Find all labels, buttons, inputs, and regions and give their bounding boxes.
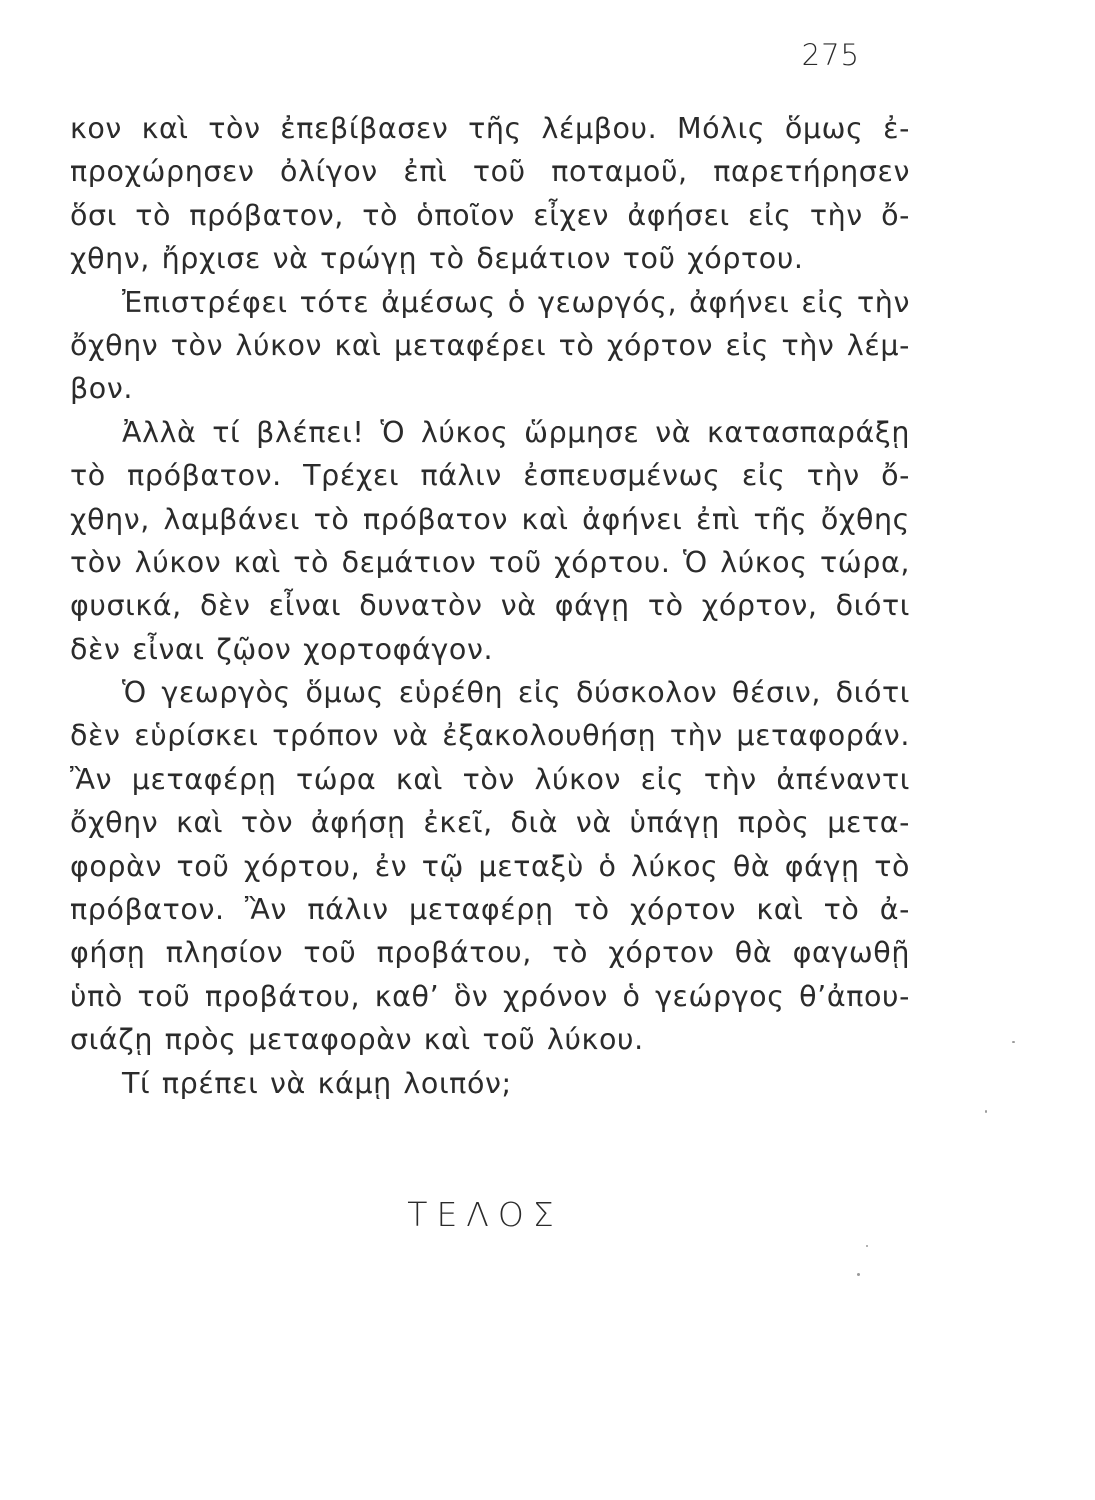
text-line-18: φορὰν τοῦ χόρτου, ἐν τῷ μεταξὺ ὁ λύκος θὰ φάγῃ τὸ bbox=[70, 849, 910, 883]
text-line-3: ὅσι τὸ πρόβατον, τὸ ὁποῖον εἶχεν ἀφήσει εἰς τὴν ὄ- bbox=[70, 198, 910, 232]
text-line-11: τὸν λύκον καὶ τὸ δεμάτιον τοῦ χόρτου. Ὁ λύκος τώρα, bbox=[70, 545, 910, 579]
scan-speck bbox=[866, 1245, 868, 1247]
text-line-20: φήσῃ πλησίον τοῦ προβάτου, τὸ χόρτον θὰ φαγωθῇ bbox=[70, 936, 910, 970]
end-mark: ΤΕΛΟΣ bbox=[407, 1195, 563, 1234]
text-line-4: χθην, ἤρχισε νὰ τρώγῃ τὸ δεμάτιον τοῦ χόρτου. bbox=[70, 242, 804, 276]
text-line-19: πρόβατον. Ἂν πάλιν μεταφέρῃ τὸ χόρτον καὶ τὸ ἀ- bbox=[70, 893, 910, 927]
text-line-2: προχώρησεν ὀλίγον ἐπὶ τοῦ ποταμοῦ, παρετήρησεν bbox=[70, 155, 910, 189]
text-line-6: ὄχθην τὸν λύκον καὶ μεταφέρει τὸ χόρτον εἰς τὴν λέμ- bbox=[70, 328, 910, 362]
text-line-16: Ἂν μεταφέρῃ τώρα καὶ τὸν λύκον εἰς τὴν ἀπέναντι bbox=[70, 762, 910, 796]
text-line-10: χθην, λαμβάνει τὸ πρόβατον καὶ ἀφήνει ἐπὶ τῆς ὄχθης bbox=[70, 502, 910, 536]
text-line-12: φυσικά, δὲν εἶναι δυνατὸν νὰ φάγῃ τὸ χόρτον, διότι bbox=[70, 589, 910, 623]
text-line-23: Τί πρέπει νὰ κάμῃ λοιπόν; bbox=[122, 1066, 512, 1100]
text-line-21: ὑπὸ τοῦ προβάτου, καθ’ ὃν χρόνον ὁ γεώργος θ’ἀπου- bbox=[70, 979, 910, 1013]
text-line-13: δὲν εἶναι ζῷον χορτοφάγον. bbox=[70, 632, 494, 666]
text-line-22: σιάζῃ πρὸς μεταφορὰν καὶ τοῦ λύκου. bbox=[70, 1023, 644, 1057]
page-number: 275 bbox=[801, 38, 860, 72]
scan-speck bbox=[985, 1110, 987, 1113]
scan-speck bbox=[1012, 1041, 1015, 1043]
text-line-14: Ὁ γεωργὸς ὅμως εὑρέθη εἰς δύσκολον θέσιν, διότι bbox=[122, 676, 910, 710]
text-line-17: ὄχθην καὶ τὸν ἀφήσῃ ἐκεῖ, διὰ νὰ ὑπάγῃ πρὸς μετα- bbox=[70, 806, 910, 840]
text-line-5: Ἐπιστρέφει τότε ἀμέσως ὁ γεωργός, ἀφήνει εἰς τὴν bbox=[122, 285, 910, 319]
text-line-1: κον καὶ τὸν ἐπεβίβασεν τῆς λέμβου. Μόλις ὅμως ἐ- bbox=[70, 112, 910, 145]
body-text bbox=[70, 107, 910, 1105]
text-line-9: τὸ πρόβατον. Τρέχει πάλιν ἐσπευσμένως εἰς τὴν ὄ- bbox=[70, 459, 910, 493]
text-line-7: βον. bbox=[70, 372, 134, 406]
scan-speck bbox=[857, 1273, 860, 1276]
text-line-15: δὲν εὑρίσκει τρόπον νὰ ἐξακολουθήσῃ τὴν μεταφοράν. bbox=[70, 719, 910, 753]
text-line-8: Ἀλλὰ τί βλέπει! Ὁ λύκος ὥρμησε νὰ κατασπαράξῃ bbox=[122, 415, 910, 449]
